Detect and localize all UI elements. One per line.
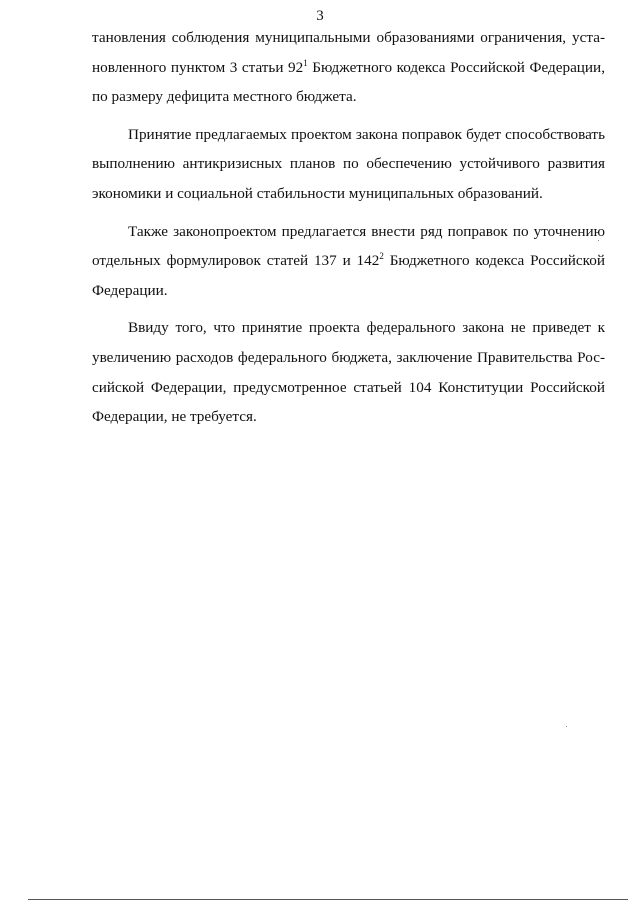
text-line: Федерации, не требуется.	[92, 408, 257, 426]
text-fragment: Бюджетного кодекса Российской	[383, 252, 605, 270]
superscript: 2	[379, 251, 384, 262]
paragraph-4	[92, 313, 605, 431]
text-line	[92, 246, 605, 276]
bottom-rule	[28, 899, 628, 900]
text-line: Федерации.	[92, 281, 168, 299]
scan-speck	[566, 726, 567, 727]
text-line: Также законопроектом предлагается внести ряд поправок по уточнению	[128, 222, 605, 240]
paragraph-1	[92, 23, 605, 112]
text-line: увеличению расходов федерального бюджета, заключение Правительства Рос-	[92, 348, 605, 366]
text-line: экономики и социальной стабильности муниципальных образований.	[92, 184, 543, 202]
text-line: по размеру дефицита местного бюджета.	[92, 88, 357, 106]
paragraph-3	[92, 217, 605, 306]
text-line: Принятие предлагаемых проектом закона поправок будет способствовать	[128, 125, 605, 143]
text-fragment: новленного пунктом 3 статьи 92	[92, 58, 304, 76]
page-number: 3	[316, 8, 324, 24]
text-line: сийской Федерации, предусмотренное статьей 104 Конституции Российской	[92, 378, 605, 396]
text-fragment: Бюджетного кодекса Российской Федерации,	[307, 58, 605, 76]
paragraph-2	[92, 120, 605, 209]
text-fragment: отдельных формулировок статей 137 и 142	[92, 252, 380, 270]
scan-speck	[598, 240, 599, 241]
superscript: 1	[303, 57, 308, 68]
text-line: выполнению антикризисных планов по обеспечению устойчивого развития	[92, 155, 605, 173]
text-line: тановления соблюдения муниципальными образованиями ограничения, уста-	[92, 29, 605, 46]
text-line	[92, 53, 605, 83]
document-body	[92, 23, 605, 440]
text-line: Ввиду того, что принятие проекта федерального закона не приведет к	[128, 319, 605, 337]
